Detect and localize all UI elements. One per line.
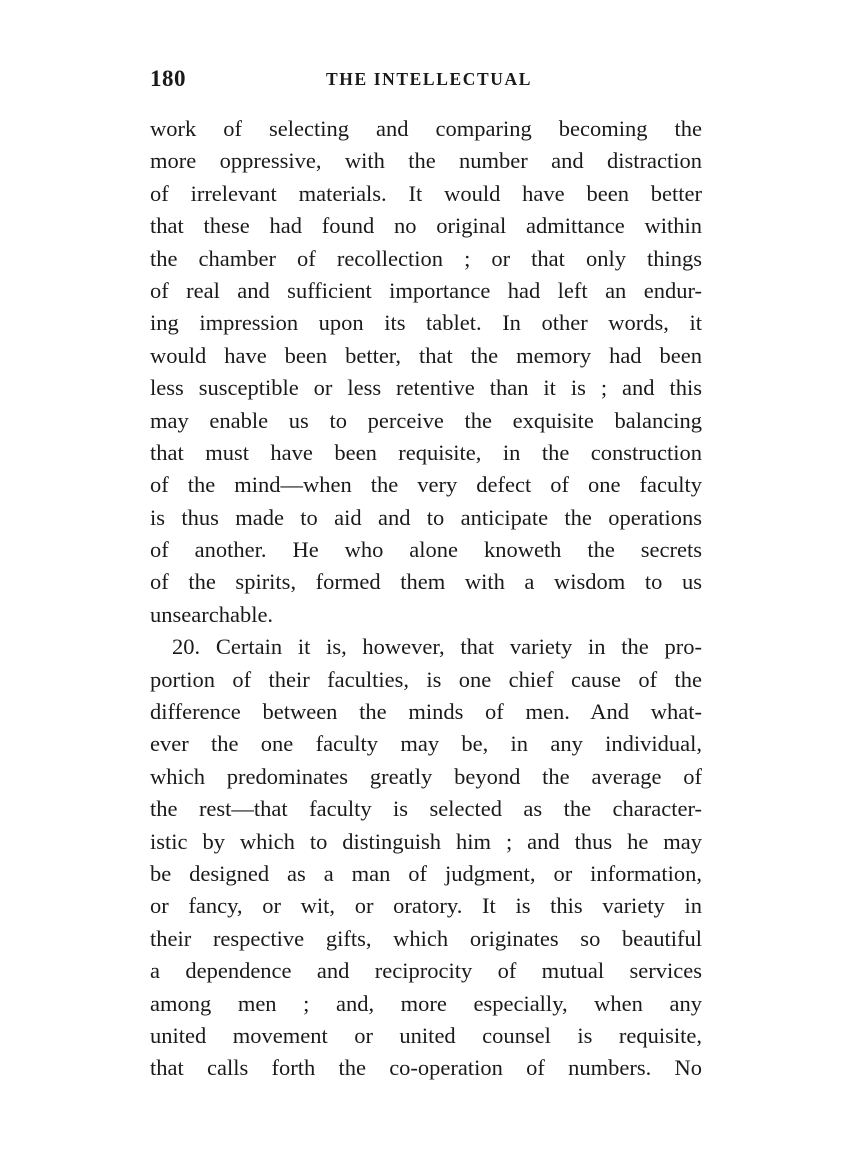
text-line: of another. He who alone knoweth the secrets	[150, 537, 702, 563]
text-line: the rest—that faculty is selected as the character-	[150, 796, 702, 822]
text-line: their respective gifts, which originates so beautiful	[150, 925, 702, 951]
text-line: that must have been requisite, in the construction	[150, 439, 702, 465]
text-line: would have been better, that the memory had been	[150, 342, 702, 368]
running-head	[150, 66, 702, 96]
text-line: of real and sufficient importance had left an endur-	[150, 277, 702, 303]
text-line: that calls forth the co-operation of numbers. No	[150, 1055, 702, 1081]
text-line: more oppressive, with the number and distraction	[150, 148, 702, 174]
text-line: difference between the minds of men. And what-	[150, 699, 702, 725]
text-line: of the mind—when the very defect of one faculty	[150, 472, 702, 498]
text-line: the chamber of recollection ; or that only things	[150, 245, 702, 271]
text-line: ing impression upon its tablet. In other words, it	[150, 310, 702, 336]
text-line: ever the one faculty may be, in any individual,	[150, 731, 702, 757]
text-line: a dependence and reciprocity of mutual services	[150, 958, 702, 984]
text-line: work of selecting and comparing becoming the	[150, 116, 702, 141]
running-title: THE INTELLECTUAL	[326, 69, 533, 89]
paragraph-end-line: unsearchable.	[150, 601, 274, 627]
text-line: among men ; and, more especially, when any	[150, 990, 702, 1016]
text-line: istic by which to distinguish him ; and thus he may	[150, 828, 702, 854]
text-line: of irrelevant materials. It would have been better	[150, 180, 702, 206]
text-line: or fancy, or wit, or oratory. It is this variety in	[150, 893, 702, 919]
text-line: less susceptible or less retentive than it is ; and this	[150, 375, 702, 401]
text-line: portion of their faculties, is one chief cause of the	[150, 666, 702, 692]
text-line: of the spirits, formed them with a wisdom to us	[150, 569, 702, 595]
text-line: which predominates greatly beyond the average of	[150, 763, 702, 789]
text-line: united movement or united counsel is requisite,	[150, 1022, 702, 1048]
text-line: that these had found no original admittance within	[150, 213, 702, 239]
text-line: be designed as a man of judgment, or information,	[150, 860, 702, 886]
body-text	[150, 113, 702, 1085]
page-number: 180	[150, 66, 186, 91]
text-line: may enable us to perceive the exquisite balancing	[150, 407, 702, 433]
text-line: is thus made to aid and to anticipate the operations	[150, 504, 702, 530]
section-20-first-line: 20. Certain it is, however, that variety in the pro-	[172, 634, 702, 660]
